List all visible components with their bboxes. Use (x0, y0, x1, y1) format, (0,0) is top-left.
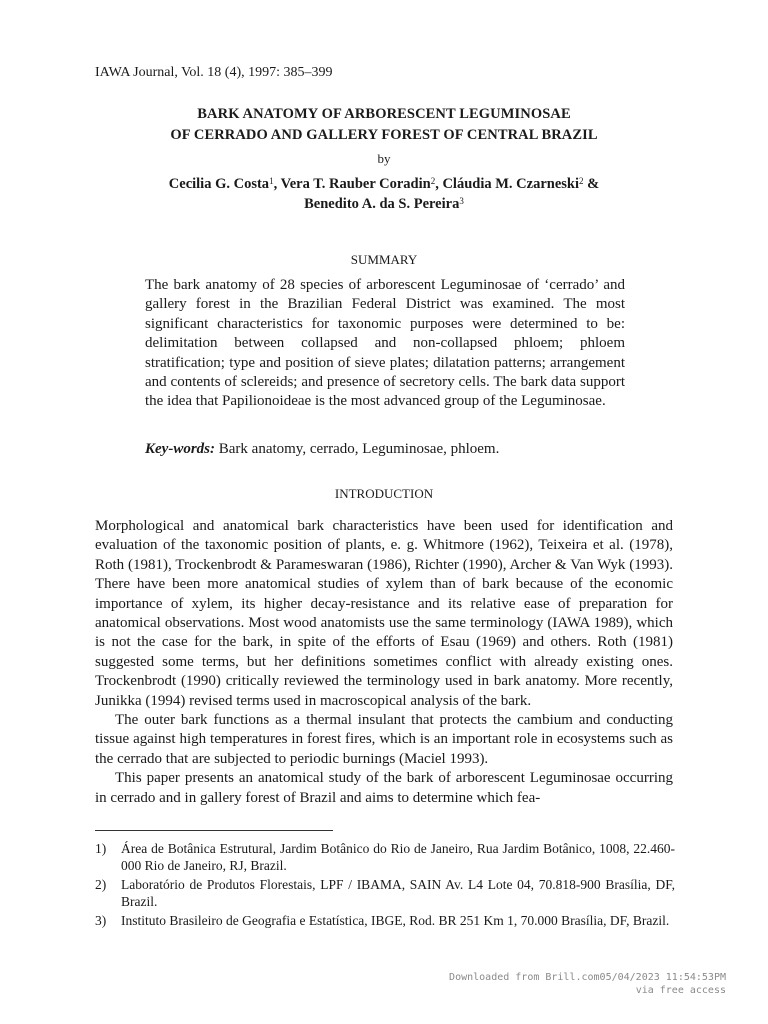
download-source-line: Downloaded from Brill.com05/04/2023 11:54:53PM (449, 972, 726, 983)
journal-citation: IAWA Journal, Vol. 18 (4), 1997: 385–399 (95, 65, 333, 80)
keywords (145, 441, 625, 458)
footnote-text: Instituto Brasileiro de Geografia e Estatística, IBGE, Rod. BR 251 Km 1, 70.000 Brasília, DF, Brazil. (121, 913, 670, 928)
affiliation-mark: 1 (269, 176, 274, 186)
introduction-body (95, 517, 673, 808)
footnote-number: 3) (95, 913, 107, 928)
footnote (95, 840, 675, 874)
affiliation-mark: 3 (459, 196, 464, 206)
author-separator: & (583, 176, 600, 192)
footnote (95, 876, 675, 910)
affiliation-mark: 2 (430, 176, 436, 186)
footnote (95, 912, 675, 929)
author-name: Benedito A. da S. Pereira (304, 196, 460, 212)
footnote-text: Área de Botânica Estrutural, Jardim Botânico do Rio de Janeiro, Rua Jardim Botânico, 1008, 22.460-000 Rio de Janeiro, RJ, Brazil. (121, 841, 675, 873)
author-separator: , (273, 176, 281, 192)
author-name: Vera T. Rauber Coradin (280, 176, 431, 192)
summary-heading: SUMMARY (350, 252, 418, 267)
introduction-paragraph-3: This paper presents an anatomical study of the bark of arborescent Leguminosae occurring in cerrado and in gallery forest of Brazil and aims to determine which fea- (95, 770, 673, 806)
footnotes (95, 840, 675, 931)
author-name: Cecilia G. Costa (168, 176, 270, 192)
author-list-line-2 (0, 196, 768, 213)
summary-text: The bark anatomy of 28 species of arborescent Leguminosae of ‘cerrado’ and gallery forest in the Brazilian Federal District was examined. The most significant characteristics for taxonomic purposes were determined to be: delimitation between collapsed and non-collapsed phloem; phloem stratification; type and position of sieve plates; dilatation patterns; arrangement and contents of sclereids; and presence of secretory cells. The bark data support the idea that Papilionoideae is the most advanced group of the Leguminosae. (145, 277, 625, 410)
article-title-line-1: BARK ANATOMY OF ARBORESCENT LEGUMINOSAE (197, 106, 571, 122)
introduction-heading: INTRODUCTION (334, 486, 434, 501)
author-name: Cláudia M. Czarneski (442, 176, 579, 192)
footnote-divider (95, 830, 333, 831)
article-title-line-2: OF CERRADO AND GALLERY FOREST OF CENTRAL BRAZIL (170, 127, 598, 143)
download-access-line: via free access (635, 985, 726, 996)
author-list-line-1 (0, 176, 768, 193)
footnote-number: 2) (95, 877, 107, 892)
footnote-text: Laboratório de Produtos Florestais, LPF / IBAMA, SAIN Av. L4 Lote 04, 70.818-900 Brasília, DF, Brazil. (121, 877, 675, 909)
download-watermark (449, 971, 726, 997)
footnote-number: 1) (95, 841, 107, 856)
byline: by (377, 151, 391, 166)
keywords-label: Key-words: (145, 441, 215, 457)
introduction-paragraph-1: Morphological and anatomical bark characteristics have been used for identification and evaluation of the taxonomic position of plants, e. g. Whitmore (1962), Teixeira et al. (1978), Roth (1981), Trockenbrodt & Parameswaran (1986), Richter (1990), Archer & Van Wyk (1993). There have been more anatomical studies of xylem than of bark because of the economic importance of xylem, its higher decay-resistance and its relative ease of preparation for anatomical observations. Most wood anatomists use the same terminology (IAWA 1989), which is not the case for the bark, in spite of the efforts of Esau (1969) and others. Roth (1981) suggested some terms, but her definitions sometimes conflict with already existing ones. Trockenbrodt (1990) critically reviewed the terminology used in bark anatomy. More recently, Junikka (1994) revised terms used in macroscopical analysis of the bark. (95, 518, 673, 709)
author-separator: , (435, 176, 443, 192)
keywords-list: Bark anatomy, cerrado, Leguminosae, phloem. (215, 441, 500, 457)
introduction-paragraph-2: The outer bark functions as a thermal insulant that protects the cambium and conducting tissue against high temperatures in forest fires, which is an important role in ecosystems such as the cerrado that are subjected to periodic burnings (Maciel 1993). (95, 712, 673, 767)
affiliation-mark: 2 (578, 176, 584, 186)
